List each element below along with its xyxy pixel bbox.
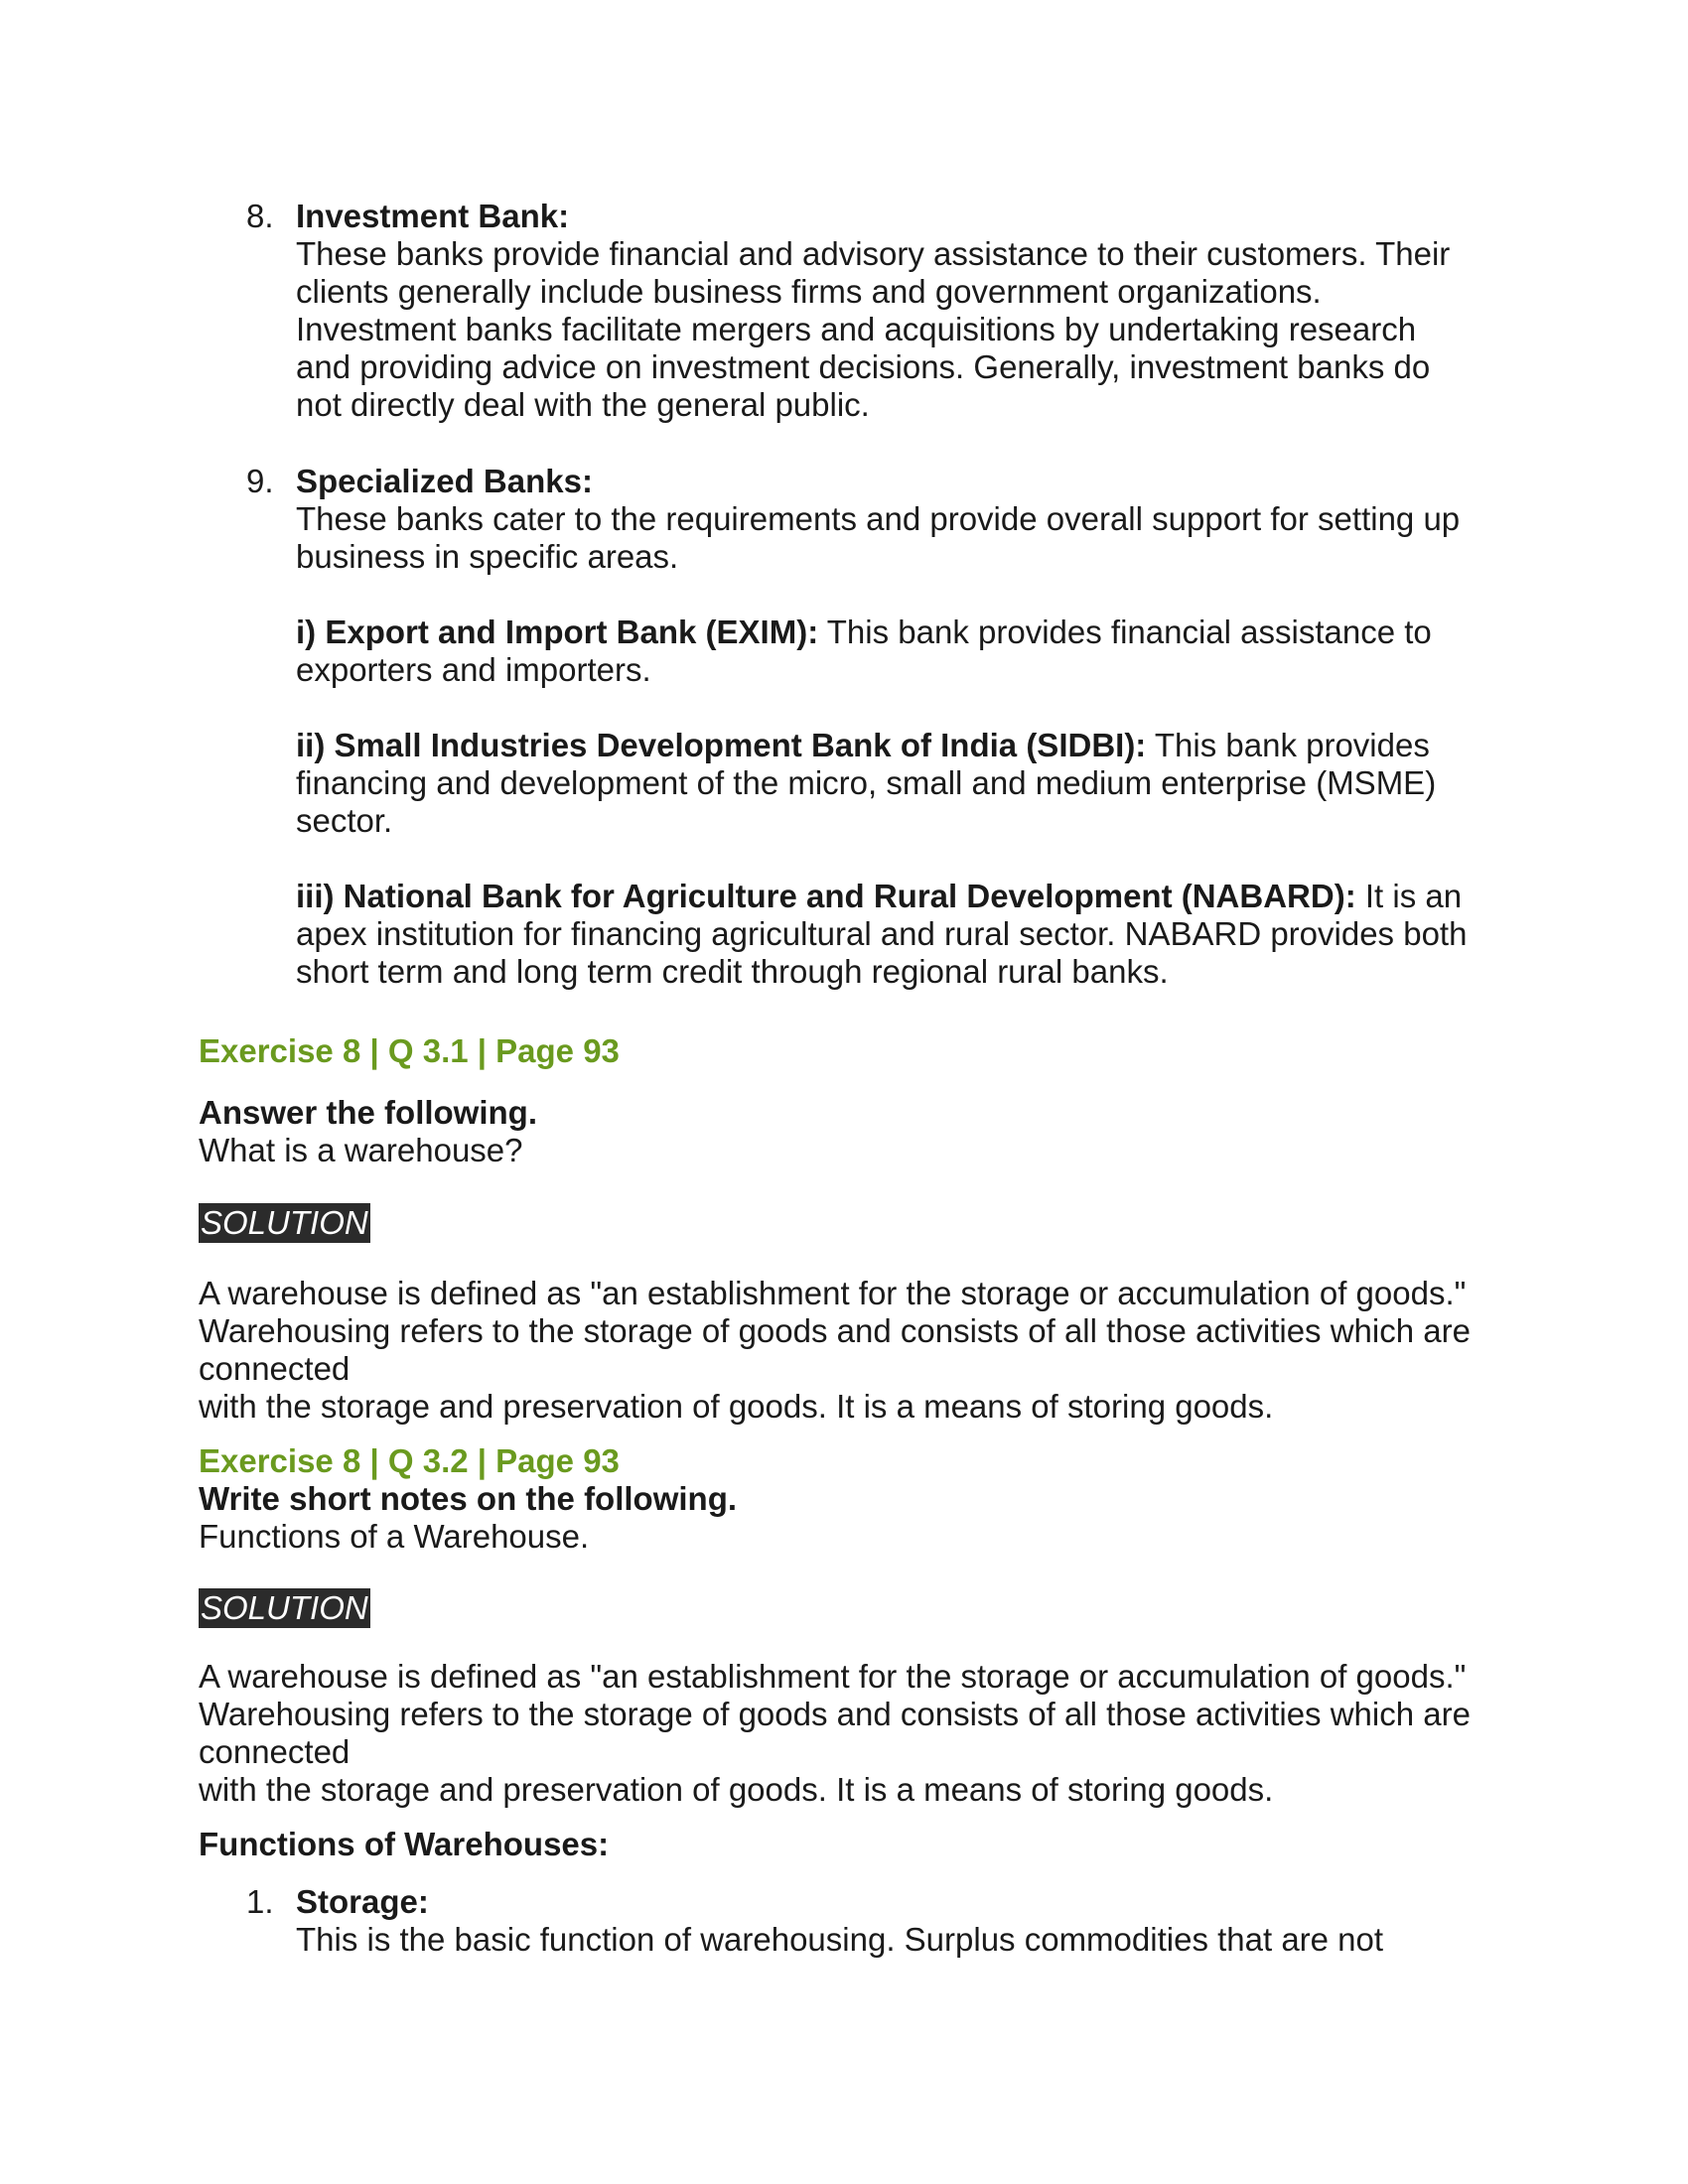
subitem-label: i) Export and Import Bank (EXIM): [296,614,819,650]
list-number: 8. [246,198,274,234]
subitem-label: iii) National Bank for Agriculture and Rural Development (NABARD): [296,878,1356,914]
text-line: clients generally include business firms and government organizations. [296,273,1322,310]
text-line: connected [199,1733,351,1770]
list-number: 9. [246,463,274,499]
question-text: What is a warehouse? [199,1132,523,1168]
text-line: This bank provides [1146,727,1430,763]
list-item-specialized-banks [296,463,1547,576]
text-line: sector. [296,802,393,839]
text-line: connected [199,1350,351,1387]
text-line: These banks provide financial and advisory assistance to their customers. Their [296,235,1451,272]
text-line: short term and long term credit through regional rural banks. [296,953,1169,990]
text-line: It is an [1355,878,1463,914]
text-line: exporters and importers. [296,651,651,688]
text-line: financing and development of the micro, small and medium enterprise (MSME) [296,764,1437,801]
text-line: A warehouse is defined as "an establishment for the storage or accumulation of goods." [199,1275,1467,1311]
question-instruction: Answer the following. [199,1094,538,1131]
solution-label: SOLUTION [201,1204,368,1241]
exercise-heading[interactable]: Exercise 8 | Q 3.2 | Page 93 [199,1442,620,1479]
question-block [199,1480,1549,1556]
list-item-storage [296,1883,1547,1959]
text-line: This bank provides financial assistance to [818,614,1432,650]
question-text: Functions of a Warehouse. [199,1518,590,1555]
text-line: apex institution for financing agricultural and rural sector. NABARD provides both [296,915,1468,952]
subitem-sidbi [296,727,1547,840]
text-line: not directly deal with the general public. [296,386,870,423]
subitem-exim [296,614,1547,689]
text-line: Warehousing refers to the storage of goods and consists of all those activities which are [199,1696,1471,1732]
question-block [199,1094,1549,1169]
subitem-label: ii) Small Industries Development Bank of India (SIDBI): [296,727,1147,763]
answer-block [199,1658,1549,1809]
list-item-investment-bank [296,198,1547,424]
text-line: and providing advice on investment decisions. Generally, investment banks do [296,348,1431,385]
text-line: with the storage and preservation of goods. It is a means of storing goods. [199,1771,1274,1808]
answer-block [199,1275,1549,1426]
text-line: This is the basic function of warehousing. Surplus commodities that are not [296,1921,1384,1958]
text-line: These banks cater to the requirements and provide overall support for setting up [296,500,1461,537]
item-title: Investment Bank: [296,198,570,234]
solution-label: SOLUTION [201,1589,368,1626]
subitem-nabard [296,878,1547,991]
text-line: Investment banks facilitate mergers and acquisitions by undertaking research [296,311,1417,347]
item-title: Storage: [296,1883,429,1920]
exercise-heading[interactable]: Exercise 8 | Q 3.1 | Page 93 [199,1032,620,1069]
text-line: Warehousing refers to the storage of goods and consists of all those activities which are [199,1312,1471,1349]
text-line: A warehouse is defined as "an establishment for the storage or accumulation of goods." [199,1658,1467,1695]
question-instruction: Write short notes on the following. [199,1480,738,1517]
text-line: business in specific areas. [296,538,679,575]
functions-heading: Functions of Warehouses: [199,1826,610,1862]
list-number: 1. [246,1883,274,1920]
item-title: Specialized Banks: [296,463,593,499]
text-line: with the storage and preservation of goods. It is a means of storing goods. [199,1388,1274,1425]
